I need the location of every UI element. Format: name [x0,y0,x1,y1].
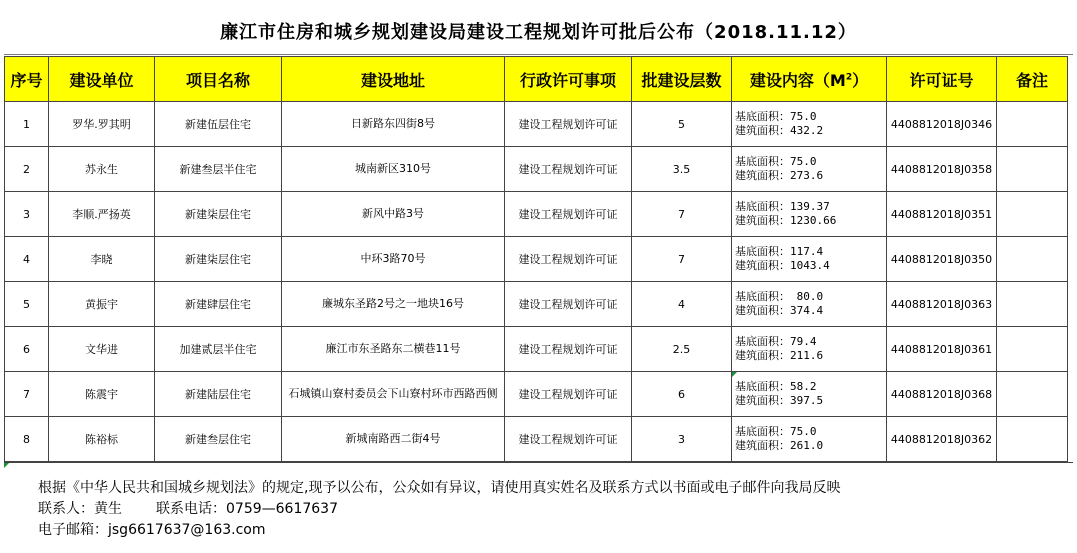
building-area: 建筑面积：211.6 [735,349,824,362]
cell-license[interactable]: 4408812018J0368 [887,372,997,417]
cell-seq[interactable]: 6 [5,327,49,372]
cell-floors[interactable]: 6 [632,372,732,417]
table-row [5,417,1068,462]
header-matter[interactable]: 行政许可事项 [505,57,632,102]
cell-address[interactable]: 中环3路70号 [282,237,505,282]
header-license[interactable]: 许可证号 [887,57,997,102]
header-unit[interactable]: 建设单位 [49,57,155,102]
cell-matter[interactable]: 建设工程规划许可证 [505,417,632,462]
cell-content[interactable] [732,327,887,372]
table-row [5,372,1068,417]
footer-phone: 联系电话：0759—6617637 [156,501,338,517]
table-row [5,147,1068,192]
cell-project[interactable]: 新建柒层住宅 [155,192,282,237]
building-area: 建筑面积：432.2 [735,124,824,137]
cell-seq[interactable]: 3 [5,192,49,237]
cell-unit[interactable]: 陈震宇 [49,372,155,417]
cell-license[interactable]: 4408812018J0350 [887,237,997,282]
base-area: 基底面积： 80.0 [735,290,824,303]
cell-unit[interactable]: 李顺.严扬英 [49,192,155,237]
base-area: 基底面积：139.37 [735,200,830,213]
table-row [5,327,1068,372]
cell-address[interactable]: 新城南路西二街4号 [282,417,505,462]
cell-matter[interactable]: 建设工程规划许可证 [505,237,632,282]
cell-project[interactable]: 新建肆层住宅 [155,282,282,327]
footer-contact-line [38,498,338,518]
cell-remark[interactable] [997,147,1068,192]
cell-unit[interactable]: 苏永生 [49,147,155,192]
building-area: 建筑面积：397.5 [735,394,824,407]
table-row [5,237,1068,282]
footer-notice-area[interactable] [4,462,1073,553]
cell-content[interactable] [732,102,887,147]
cell-address[interactable]: 日新路东四街8号 [282,102,505,147]
table-row [5,102,1068,147]
cell-unit[interactable]: 文华进 [49,327,155,372]
building-area: 建筑面积：374.4 [735,304,824,317]
header-content-text: 建设内容（M [749,70,846,90]
building-area: 建筑面积：1043.4 [735,259,830,272]
footer-contact: 联系人：黄生 [38,501,122,517]
cell-address[interactable]: 新风中路3号 [282,192,505,237]
cell-matter[interactable]: 建设工程规划许可证 [505,372,632,417]
cell-project[interactable]: 新建叁层住宅 [155,417,282,462]
cell-unit[interactable]: 罗华.罗其明 [49,102,155,147]
header-project[interactable]: 项目名称 [155,57,282,102]
cell-license[interactable]: 4408812018J0351 [887,192,997,237]
header-remark[interactable]: 备注 [997,57,1068,102]
header-address[interactable]: 建设地址 [282,57,505,102]
cell-address[interactable]: 城南新区310号 [282,147,505,192]
base-area: 基底面积：75.0 [735,110,817,123]
cell-seq[interactable]: 7 [5,372,49,417]
header-seq[interactable]: 序号 [5,57,49,102]
cell-project[interactable]: 新建叁层半住宅 [155,147,282,192]
base-area: 基底面积：79.4 [735,335,817,348]
building-area: 建筑面积：261.0 [735,439,824,452]
cell-seq[interactable]: 2 [5,147,49,192]
building-area: 建筑面积：1230.66 [735,214,837,227]
cell-license[interactable]: 4408812018J0362 [887,417,997,462]
building-area: 建筑面积：273.6 [735,169,824,182]
cell-remark[interactable] [997,192,1068,237]
cell-seq[interactable]: 1 [5,102,49,147]
cell-matter[interactable]: 建设工程规划许可证 [505,147,632,192]
cell-address[interactable]: 廉江市东圣路东二横巷11号 [282,327,505,372]
cell-license[interactable]: 4408812018J0346 [887,102,997,147]
base-area: 基底面积：117.4 [735,245,824,258]
header-content-tail: ） [852,70,869,90]
cell-license[interactable]: 4408812018J0361 [887,327,997,372]
base-area: 基底面积：75.0 [735,155,817,168]
cell-floors[interactable]: 5 [632,102,732,147]
table-row [5,192,1068,237]
cell-content[interactable] [732,282,887,327]
base-area: 基底面积：75.0 [735,425,817,438]
cell-matter[interactable]: 建设工程规划许可证 [505,102,632,147]
cell-seq[interactable]: 5 [5,282,49,327]
cell-project[interactable]: 新建柒层住宅 [155,237,282,282]
cell-remark[interactable] [997,102,1068,147]
cell-address[interactable]: 廉城东圣路2号之一地块16号 [282,282,505,327]
cell-address[interactable]: 石城镇山寮村委员会下山寮村环市西路西侧 [282,372,505,417]
header-content[interactable] [732,57,887,102]
footer-email: 电子邮箱：jsg6617637@163.com [38,522,266,538]
cell-matter[interactable]: 建设工程规划许可证 [505,282,632,327]
cell-remark[interactable] [997,327,1068,372]
cell-remark[interactable] [997,372,1068,417]
footer-notice: 根据《中华人民共和国城乡规划法》的规定,现予以公布，公众如有异议，请使用真实姓名及联系方式以书面或电子邮件向我局反映 [38,480,841,496]
cell-content[interactable] [732,147,887,192]
cell-content[interactable] [732,372,887,417]
table-row [5,282,1068,327]
cell-unit[interactable]: 陈裕标 [49,417,155,462]
cell-floors[interactable]: 3 [632,417,732,462]
cell-project[interactable]: 新建陆层住宅 [155,372,282,417]
cell-floors[interactable]: 7 [632,192,732,237]
cell-project[interactable]: 加建贰层半住宅 [155,327,282,372]
cell-seq[interactable]: 8 [5,417,49,462]
header-content-sup: 2 [845,72,853,83]
cell-matter[interactable]: 建设工程规划许可证 [505,327,632,372]
cell-remark[interactable] [997,237,1068,282]
base-area: 基底面积：58.2 [735,380,817,393]
cell-content[interactable] [732,192,887,237]
cell-unit[interactable]: 黄振宇 [49,282,155,327]
cell-matter[interactable]: 建设工程规划许可证 [505,192,632,237]
cell-floors[interactable]: 3.5 [632,147,732,192]
header-row [5,57,1068,102]
cell-floors[interactable]: 4 [632,282,732,327]
cell-license[interactable]: 4408812018J0358 [887,147,997,192]
cell-remark[interactable] [997,282,1068,327]
page-title: 廉江市住房和城乡规划建设局建设工程规划许可批后公布（2018.11.12） [4,8,1073,55]
header-floors[interactable]: 批建设层数 [632,57,732,102]
cell-content[interactable] [732,237,887,282]
cell-content[interactable] [732,417,887,462]
cell-floors[interactable]: 7 [632,237,732,282]
cell-project[interactable]: 新建伍层住宅 [155,102,282,147]
cell-unit[interactable]: 李晓 [49,237,155,282]
cell-remark[interactable] [997,417,1068,462]
cell-license[interactable]: 4408812018J0363 [887,282,997,327]
cell-floors[interactable]: 2.5 [632,327,732,372]
permit-table [4,56,1068,462]
cell-seq[interactable]: 4 [5,237,49,282]
